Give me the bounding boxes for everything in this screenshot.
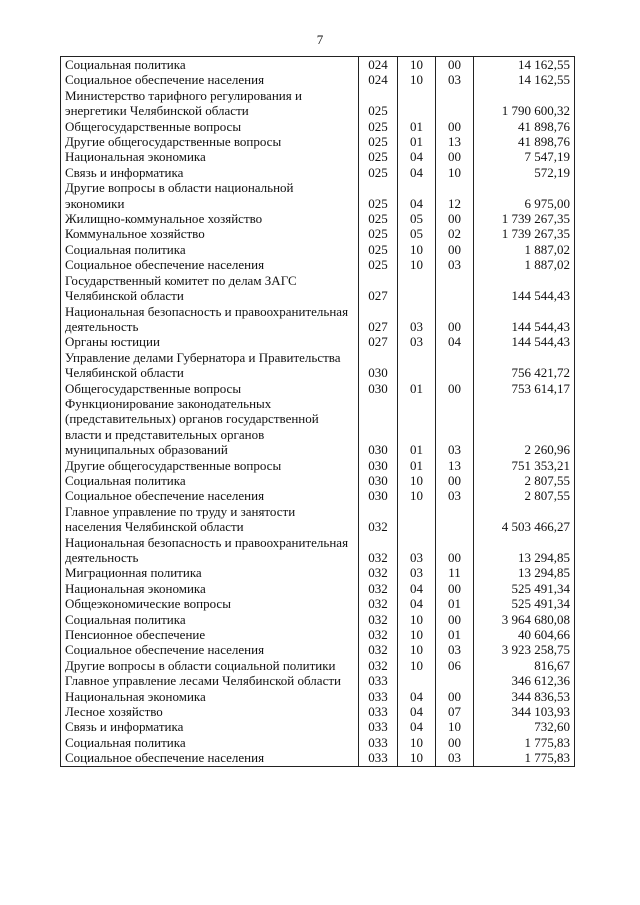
row-subsection: 00 [436,57,474,73]
row-section: 10 [398,642,436,657]
row-name: Социальное обеспечение населения [61,257,359,272]
row-amount: 751 353,21 [474,458,575,473]
row-subsection: 00 [436,581,474,596]
row-code: 027 [359,334,398,349]
row-section: 01 [398,119,436,134]
table-row [61,396,575,458]
table-row [61,211,575,226]
row-subsection [436,350,474,381]
row-amount: 3 964 680,08 [474,612,575,627]
row-amount: 4 503 466,27 [474,504,575,535]
row-section: 03 [398,304,436,335]
page-number: 7 [316,32,324,47]
row-code: 033 [359,689,398,704]
row-name: Национальная экономика [61,149,359,164]
table-row [61,119,575,134]
row-subsection: 06 [436,658,474,673]
row-code: 033 [359,719,398,734]
row-amount: 572,19 [474,165,575,180]
row-section: 04 [398,165,436,180]
row-subsection: 01 [436,596,474,611]
row-code: 030 [359,488,398,503]
row-section: 04 [398,719,436,734]
row-name: Социальная политика [61,612,359,627]
row-amount: 2 807,55 [474,473,575,488]
row-name: Социальная политика [61,735,359,750]
row-code: 025 [359,242,398,257]
row-code: 025 [359,119,398,134]
table-row [61,381,575,396]
row-amount: 41 898,76 [474,119,575,134]
row-name: Главное управление лесами Челябинской области [61,673,359,688]
row-name: Другие вопросы в области социальной политики [61,658,359,673]
row-amount: 1 887,02 [474,257,575,272]
row-name: Функционирование законодательных (представительных) органов государственной власти и представительных органов муниципальных образований [61,396,359,458]
row-section: 04 [398,704,436,719]
row-subsection: 00 [436,535,474,566]
row-name: Управление делами Губернатора и Правительства Челябинской области [61,350,359,381]
row-amount: 7 547,19 [474,149,575,164]
row-code: 025 [359,165,398,180]
row-section: 10 [398,257,436,272]
table-row [61,581,575,596]
row-amount: 816,67 [474,658,575,673]
row-code: 025 [359,149,398,164]
row-code: 025 [359,180,398,211]
row-section: 10 [398,735,436,750]
row-code: 025 [359,134,398,149]
row-subsection: 03 [436,488,474,503]
row-subsection: 04 [436,334,474,349]
row-section: 10 [398,658,436,673]
row-section: 04 [398,596,436,611]
table-row [61,735,575,750]
row-name: Государственный комитет по делам ЗАГС Челябинской области [61,273,359,304]
table-row [61,57,575,73]
row-name: Социальное обеспечение населения [61,488,359,503]
table-row [61,72,575,87]
table-row [61,689,575,704]
row-section: 01 [398,381,436,396]
table-row [61,273,575,304]
row-amount: 525 491,34 [474,596,575,611]
row-code: 032 [359,504,398,535]
table-row [61,673,575,688]
row-code: 025 [359,211,398,226]
row-subsection: 00 [436,242,474,257]
row-name: Общеэкономические вопросы [61,596,359,611]
table-row [61,134,575,149]
row-section: 10 [398,242,436,257]
row-subsection [436,504,474,535]
row-code: 032 [359,642,398,657]
row-code: 030 [359,458,398,473]
row-amount: 144 544,43 [474,273,575,304]
row-code: 024 [359,72,398,87]
row-code: 032 [359,565,398,580]
row-section: 01 [398,396,436,458]
row-name: Связь и информатика [61,719,359,734]
row-subsection: 00 [436,473,474,488]
row-name: Органы юстиции [61,334,359,349]
row-code: 025 [359,226,398,241]
row-section: 04 [398,180,436,211]
row-name: Социальная политика [61,57,359,73]
row-code: 027 [359,304,398,335]
row-code: 032 [359,627,398,642]
row-name: Общегосударственные вопросы [61,381,359,396]
row-amount: 1 739 267,35 [474,211,575,226]
row-section [398,88,436,119]
table-row [61,242,575,257]
row-name: Национальная безопасность и правоохранительная деятельность [61,535,359,566]
row-name: Социальное обеспечение населения [61,72,359,87]
row-subsection: 03 [436,72,474,87]
row-amount: 525 491,34 [474,581,575,596]
row-name: Другие общегосударственные вопросы [61,134,359,149]
row-amount: 144 544,43 [474,334,575,349]
row-amount: 2 260,96 [474,396,575,458]
row-code: 032 [359,658,398,673]
row-subsection [436,673,474,688]
row-subsection: 03 [436,396,474,458]
row-code: 033 [359,750,398,766]
row-amount: 1 775,83 [474,735,575,750]
row-name: Главное управление по труду и занятости населения Челябинской области [61,504,359,535]
row-code: 030 [359,396,398,458]
row-amount: 41 898,76 [474,134,575,149]
row-name: Социальная политика [61,473,359,488]
row-section: 04 [398,689,436,704]
row-section: 04 [398,581,436,596]
row-code: 032 [359,596,398,611]
row-amount: 40 604,66 [474,627,575,642]
row-name: Пенсионное обеспечение [61,627,359,642]
row-name: Социальное обеспечение населения [61,642,359,657]
row-name: Общегосударственные вопросы [61,119,359,134]
table-row [61,334,575,349]
row-amount: 14 162,55 [474,72,575,87]
table-row [61,719,575,734]
row-name: Связь и информатика [61,165,359,180]
table-row [61,88,575,119]
table-row [61,642,575,657]
row-amount: 2 807,55 [474,488,575,503]
table-row [61,350,575,381]
row-code: 025 [359,88,398,119]
row-name: Коммунальное хозяйство [61,226,359,241]
row-subsection [436,273,474,304]
row-section [398,504,436,535]
row-name: Социальное обеспечение населения [61,750,359,766]
row-amount: 346 612,36 [474,673,575,688]
table-row [61,473,575,488]
row-name: Национальная экономика [61,581,359,596]
row-amount: 344 836,53 [474,689,575,704]
row-section: 03 [398,334,436,349]
row-name: Другие вопросы в области национальной экономики [61,180,359,211]
row-section: 05 [398,226,436,241]
row-section: 10 [398,57,436,73]
row-section: 01 [398,458,436,473]
row-subsection: 13 [436,134,474,149]
row-subsection: 10 [436,719,474,734]
row-name: Министерство тарифного регулирования и энергетики Челябинской области [61,88,359,119]
row-section [398,673,436,688]
row-subsection: 00 [436,149,474,164]
row-subsection: 07 [436,704,474,719]
row-subsection: 01 [436,627,474,642]
table-row [61,304,575,335]
row-section: 10 [398,627,436,642]
row-amount: 13 294,85 [474,535,575,566]
row-code: 033 [359,673,398,688]
row-subsection: 00 [436,612,474,627]
row-section [398,350,436,381]
row-subsection: 00 [436,119,474,134]
table-row [61,149,575,164]
row-section: 10 [398,72,436,87]
row-amount: 14 162,55 [474,57,575,73]
row-section: 10 [398,488,436,503]
row-amount: 144 544,43 [474,304,575,335]
row-section: 05 [398,211,436,226]
table-row [61,704,575,719]
row-code: 032 [359,612,398,627]
row-amount: 753 614,17 [474,381,575,396]
row-code: 033 [359,704,398,719]
row-code: 030 [359,381,398,396]
row-code: 024 [359,57,398,73]
table-row [61,612,575,627]
row-amount: 13 294,85 [474,565,575,580]
row-subsection: 03 [436,750,474,766]
table-row [61,226,575,241]
row-code: 025 [359,257,398,272]
row-name: Лесное хозяйство [61,704,359,719]
row-section [398,273,436,304]
table-row [61,504,575,535]
row-code: 030 [359,473,398,488]
row-section: 01 [398,134,436,149]
row-section: 03 [398,565,436,580]
table-row [61,750,575,766]
row-subsection: 02 [436,226,474,241]
table-row [61,458,575,473]
table-row [61,257,575,272]
table-row [61,627,575,642]
row-code: 030 [359,350,398,381]
row-section: 10 [398,473,436,488]
row-section: 10 [398,750,436,766]
row-code: 032 [359,581,398,596]
row-name: Миграционная политика [61,565,359,580]
row-code: 027 [359,273,398,304]
row-amount: 756 421,72 [474,350,575,381]
row-subsection: 03 [436,642,474,657]
row-name: Другие общегосударственные вопросы [61,458,359,473]
row-amount: 6 975,00 [474,180,575,211]
table-row [61,596,575,611]
row-name: Жилищно-коммунальное хозяйство [61,211,359,226]
table-row [61,535,575,566]
row-subsection: 00 [436,735,474,750]
row-name: Социальная политика [61,242,359,257]
table-row [61,165,575,180]
row-subsection: 11 [436,565,474,580]
budget-table [60,56,575,767]
row-subsection: 00 [436,381,474,396]
row-amount: 732,60 [474,719,575,734]
row-section: 03 [398,535,436,566]
table-row [61,658,575,673]
row-amount: 1 739 267,35 [474,226,575,241]
budget-table-body [61,57,575,767]
table-row [61,180,575,211]
row-amount: 344 103,93 [474,704,575,719]
row-subsection [436,88,474,119]
row-amount: 1 790 600,32 [474,88,575,119]
row-name: Национальная безопасность и правоохранительная деятельность [61,304,359,335]
row-code: 033 [359,735,398,750]
row-amount: 1 775,83 [474,750,575,766]
row-subsection: 00 [436,211,474,226]
row-subsection: 00 [436,304,474,335]
table-row [61,488,575,503]
row-section: 10 [398,612,436,627]
row-subsection: 03 [436,257,474,272]
row-name: Национальная экономика [61,689,359,704]
row-subsection: 00 [436,689,474,704]
table-row [61,565,575,580]
row-amount: 3 923 258,75 [474,642,575,657]
row-section: 04 [398,149,436,164]
row-amount: 1 887,02 [474,242,575,257]
row-subsection: 12 [436,180,474,211]
row-subsection: 13 [436,458,474,473]
row-subsection: 10 [436,165,474,180]
row-code: 032 [359,535,398,566]
